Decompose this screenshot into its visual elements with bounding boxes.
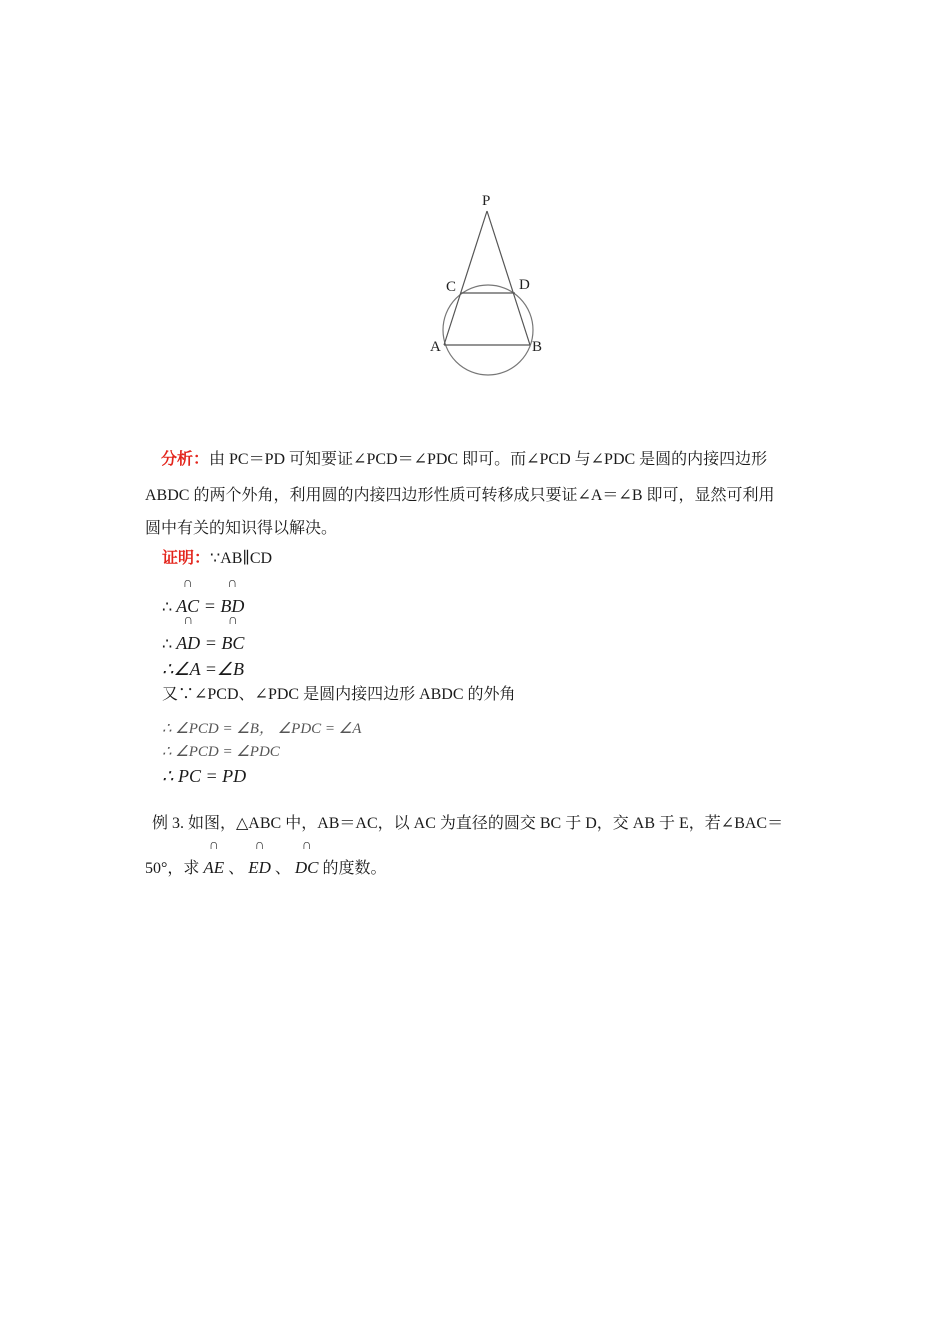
equals-sign: = bbox=[199, 596, 221, 616]
therefore-symbol: ∴ bbox=[162, 599, 177, 616]
label-d: D bbox=[519, 277, 530, 293]
label-c: C bbox=[446, 279, 457, 295]
proof-line3: ∴∠A =∠B bbox=[162, 659, 245, 679]
figure-svg bbox=[420, 185, 560, 385]
proof-line6: ∴ ∠PCD = ∠PDC bbox=[162, 744, 280, 760]
label-p: P bbox=[482, 193, 491, 209]
analysis-paragraph bbox=[145, 442, 810, 477]
proof-line7: ∴ PC = PD bbox=[162, 766, 247, 786]
example-line2-pre: 50°，求 bbox=[145, 860, 204, 877]
arc-bd: ∩ BD bbox=[220, 596, 244, 617]
arc-bc: ∩ BC bbox=[221, 633, 244, 654]
proof-line2 bbox=[162, 633, 244, 654]
example-line2-post: 的度数。 bbox=[318, 860, 387, 877]
proof-line4: 又∵∠PCD、∠PDC 是圆内接四边形 ABDC 的外角 bbox=[162, 686, 516, 703]
equals-sign: = bbox=[200, 633, 222, 653]
geometry-figure bbox=[420, 185, 560, 390]
separator: 、 bbox=[224, 860, 249, 877]
example-line1: 例 3. 如图，△ABC 中，AB＝AC，以 AC 为直径的圆交 BC 于 D，交 AB 于 E，若∠BAC＝ bbox=[152, 815, 784, 832]
circle bbox=[443, 285, 533, 375]
arc-ad: ∩ AD bbox=[176, 633, 200, 654]
analysis-line2: ABDC 的两个外角，利用圆的内接四边形性质可转移成只要证∠A＝∠B 即可，显然可利用 bbox=[145, 487, 775, 504]
proof-line5: ∴ ∠PCD = ∠B， ∠PDC = ∠A bbox=[162, 721, 362, 737]
label-a: A bbox=[430, 339, 441, 355]
proof-heading: 证明： bbox=[162, 550, 211, 567]
analysis-heading: 分析： bbox=[161, 451, 210, 468]
analysis-line1: 由 PC＝PD 可知要证∠PCD＝∠PDC 即可。而∠PCD 与∠PDC 是圆的内接四边形 bbox=[209, 451, 768, 468]
line-pa bbox=[444, 211, 487, 345]
arc-ac: ∩ AC bbox=[176, 596, 199, 617]
proof-given: ∵AB∥CD bbox=[210, 550, 273, 567]
arc-ae: ∩ AE bbox=[203, 858, 224, 878]
therefore-symbol: ∴ bbox=[162, 636, 177, 653]
arc-ed: ∩ ED bbox=[248, 858, 271, 878]
proof-header bbox=[162, 541, 272, 576]
label-b: B bbox=[532, 339, 543, 355]
separator: 、 bbox=[270, 860, 295, 877]
analysis-line3: 圆中有关的知识得以解决。 bbox=[145, 520, 338, 537]
arc-dc: ∩ DC bbox=[295, 858, 319, 878]
example-line2 bbox=[145, 855, 387, 878]
